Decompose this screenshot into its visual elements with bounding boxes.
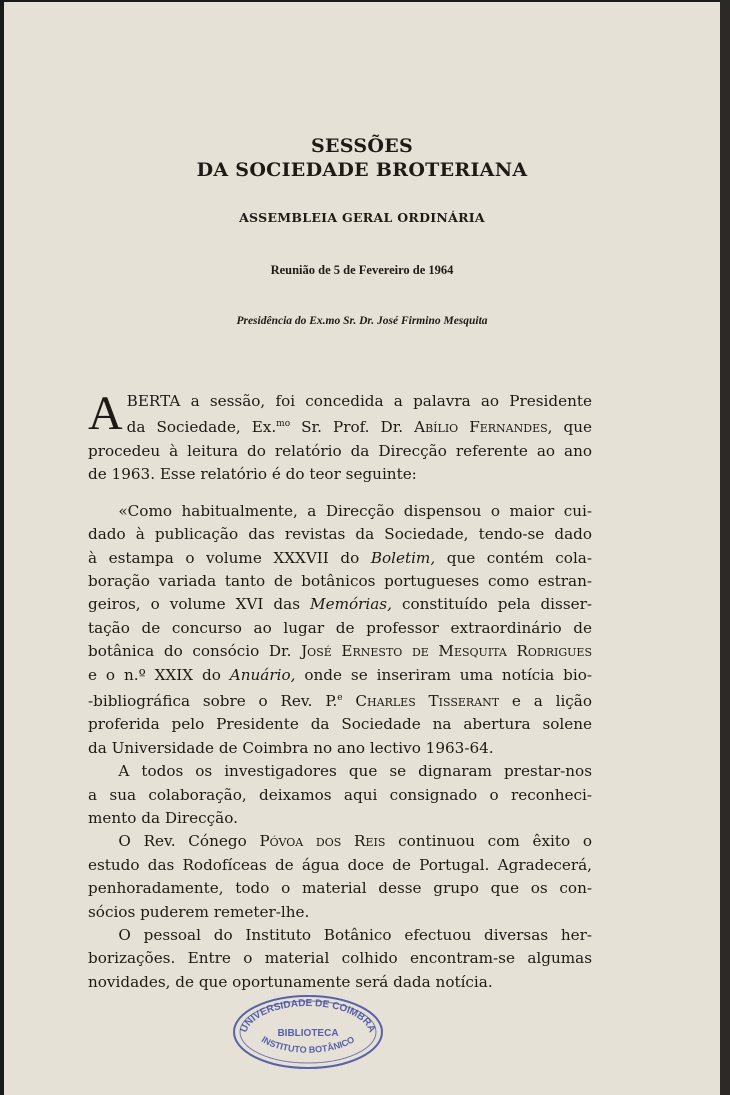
text-line — [88, 413, 592, 439]
text-line: da Universidade de Coimbra no ano lectivo 1963-64. — [88, 738, 494, 757]
text-line: a sua colaboração, deixamos aqui consignado o reconheci- — [88, 785, 592, 804]
text-line: A todos os investigadores que se dignaram prestar-nos — [118, 762, 592, 781]
text-line: proferida pelo Presidente da Sociedade na abertura solene — [88, 715, 592, 734]
drop-cap: A — [88, 387, 123, 440]
text-span: e o n.º XXIX do — [88, 665, 230, 684]
text-span: -bibliográfica sobre o Rev. P. — [88, 692, 338, 710]
journal-title: Memórias, — [310, 595, 392, 614]
text-line: procedeu à leitura do relatório da Direcção referente ao ano — [88, 441, 592, 460]
journal-title: Boletim, — [370, 548, 436, 567]
text-line — [88, 830, 592, 853]
stamp-top-text: UNIVERSIDADE DE COIMBRA — [238, 997, 378, 1035]
section-subtitle: ASSEMBLEIA GERAL ORDINÁRIA — [239, 210, 485, 225]
text-line — [88, 687, 592, 713]
page-edge — [720, 0, 730, 1095]
title-line-2: DA SOCIEDADE BROTERIANA — [196, 159, 528, 181]
text-line: novidades, de que oportunamente será dada notícia. — [88, 972, 493, 991]
text-span: da Sociedade, Ex. — [126, 418, 277, 437]
text-line: mento da Direcção. — [88, 809, 238, 828]
text-span: que contém cola- — [435, 548, 592, 567]
document-page — [4, 2, 720, 1095]
text-line: borizações. Entre o material colhido encontram-se algumas — [88, 949, 592, 968]
presidency-line: Presidência do Ex.mo Sr. Dr. José Firmino Mesquita — [236, 315, 488, 327]
text-line — [88, 547, 592, 570]
text-span: , que — [547, 418, 592, 437]
text-line — [88, 664, 592, 687]
text-line: sócios puderem remeter-lhe. — [88, 902, 310, 921]
superscript: e — [337, 692, 343, 703]
text-span: O Rev. Cónego — [118, 832, 260, 851]
paragraph-herborizacoes — [88, 924, 592, 994]
text-span: geiros, o volume XVI das — [88, 595, 311, 614]
text-span: continuou com êxito o — [385, 832, 592, 851]
paragraph-rodoficeas — [88, 830, 592, 924]
stamp-bottom-text: INSTITUTO BOTÂNICO — [259, 1034, 357, 1055]
text-line: penhoradamente, todo o material desse grupo que os con- — [88, 879, 592, 898]
library-stamp-icon — [230, 992, 386, 1072]
text-line: boração variada tanto de botânicos portugueses como estran- — [88, 571, 592, 590]
text-line: dado à publicação das revistas da Sociedade, tendo-se dado — [88, 525, 592, 544]
text-span: Sr. Prof. Dr. — [290, 418, 415, 437]
meeting-date: Reunião de 5 de Fevereiro de 1964 — [270, 263, 454, 277]
text-span: à estampa o volume XXXVII do — [88, 548, 371, 567]
title-line-1: SESSÕES — [310, 135, 414, 157]
text-span: e a lição — [499, 692, 593, 710]
text-line: de 1963. Esse relatório é do teor seguinte: — [88, 465, 417, 484]
text-line — [88, 640, 592, 663]
person-name: Charles Tisserant — [342, 692, 500, 710]
person-name: Póvoa dos Reis — [259, 832, 386, 851]
text-span: botânica do consócio Dr. — [88, 642, 302, 661]
paragraph-report — [88, 500, 592, 761]
text-line: «Como habitualmente, a Direcção dispensou o maior cui- — [118, 501, 592, 520]
text-line: O pessoal do Instituto Botânico efectuou diversas her- — [118, 926, 592, 945]
text-line — [88, 593, 592, 616]
text-line: tação de concurso ao lugar de professor extraordinário de — [88, 618, 592, 637]
text-span: constituído pela disser- — [391, 595, 592, 614]
paragraph-opening — [88, 387, 592, 487]
text-span: onde se inseriram uma notícia bio- — [295, 665, 592, 684]
person-name: José Ernesto de Mesquita Rodrigues — [301, 642, 593, 661]
page-title — [4, 134, 720, 182]
text-line: estudo das Rodofíceas de água doce de Portugal. Agradecerá, — [88, 855, 592, 874]
paragraph-thanks — [88, 760, 592, 830]
report-body — [88, 387, 593, 994]
superscript: mo — [276, 419, 291, 430]
stamp-middle-text: BIBLIOTECA — [277, 1028, 339, 1039]
text-line: BERTA a sessão, foi concedida a palavra ao Presidente — [126, 392, 592, 410]
journal-title: Anuário, — [229, 665, 296, 684]
person-name: Abílio Fernandes — [414, 418, 548, 437]
